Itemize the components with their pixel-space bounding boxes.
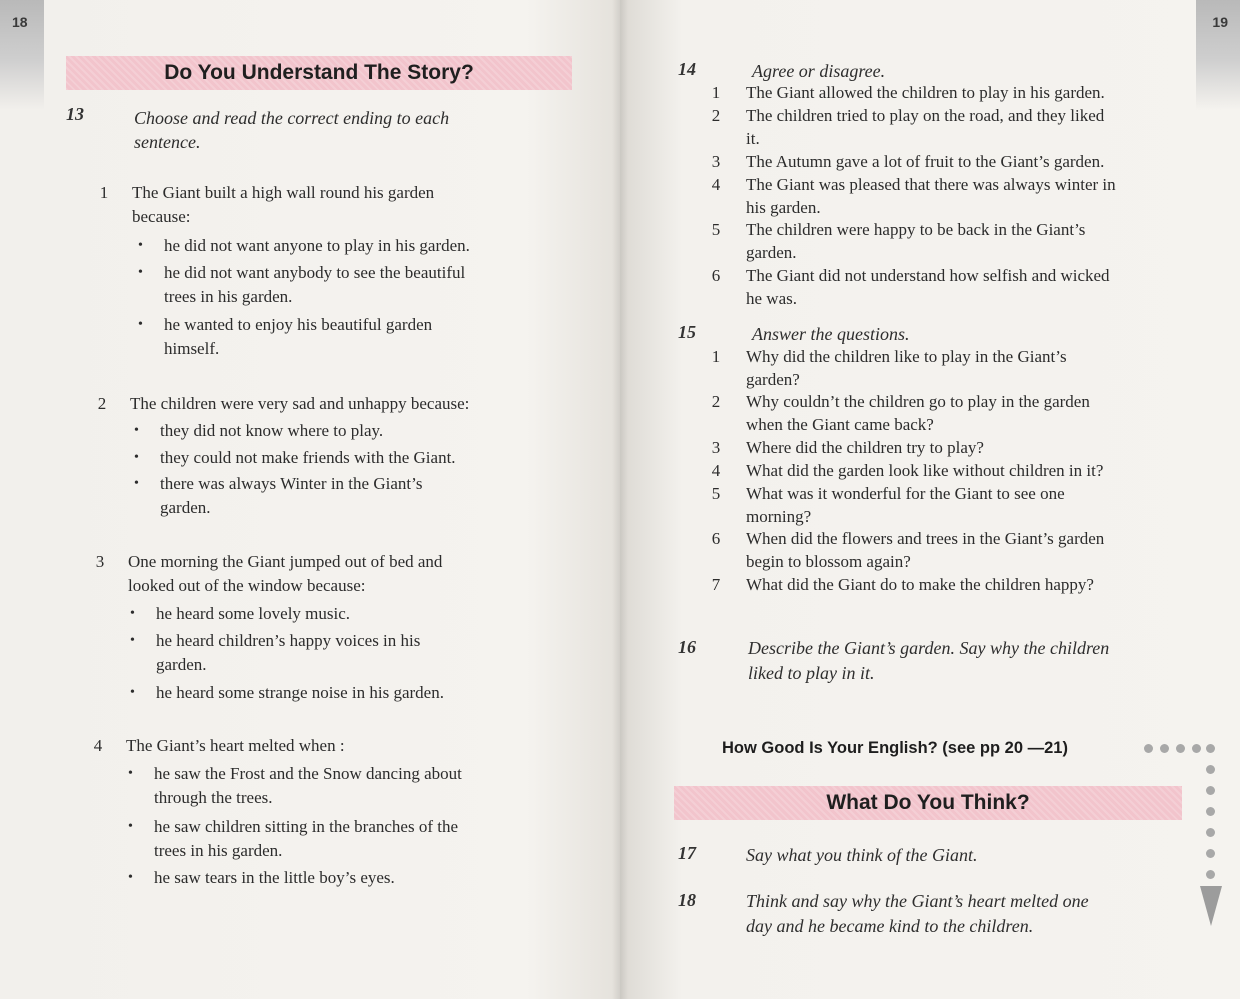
item-text-line: The Autumn gave a lot of fruit to the Giant’s garden. xyxy=(746,152,1105,171)
bullet-icon: • xyxy=(128,819,133,834)
item-text-line: garden. xyxy=(746,243,797,262)
item-text-line: The children were happy to be back in the Giant’s xyxy=(746,220,1086,239)
page-number-tab-left xyxy=(0,0,44,110)
option-text: himself. xyxy=(164,339,220,358)
option-text: they did not know where to play. xyxy=(160,421,384,440)
question-13-instruction-line1: Choose and read the correct ending to each xyxy=(134,108,450,128)
book-gutter xyxy=(612,0,628,999)
dot-icon xyxy=(1206,807,1215,816)
item-text-line: The children were very sad and unhappy because: xyxy=(130,394,470,413)
bullet-icon: • xyxy=(130,633,135,648)
dot-icon xyxy=(1206,765,1215,774)
bullet-icon: • xyxy=(130,606,135,621)
item-number: 3 xyxy=(711,438,721,457)
section-heading-think: What Do You Think? xyxy=(674,786,1182,820)
option-text: garden. xyxy=(160,498,211,517)
item-text-line: because: xyxy=(132,207,191,226)
option-text: trees in his garden. xyxy=(164,287,293,306)
option-text: trees in his garden. xyxy=(154,841,283,860)
page-number: 19 xyxy=(1212,14,1228,30)
item-text-line: The Giant was pleased that there was always winter in xyxy=(746,175,1116,194)
option-text: he heard children’s happy voices in his xyxy=(156,631,421,650)
item-number: 4 xyxy=(93,736,103,755)
item-text-line: garden? xyxy=(746,370,800,389)
bullet-icon: • xyxy=(130,685,135,700)
dot-icon xyxy=(1206,786,1215,795)
item-number: 5 xyxy=(711,220,721,239)
arrow-down-icon xyxy=(1200,886,1222,926)
item-text-line: it. xyxy=(746,129,760,148)
option-text: he wanted to enjoy his beautiful garden xyxy=(164,315,433,334)
question-number-17: 17 xyxy=(678,843,696,863)
option-text: through the trees. xyxy=(154,788,273,807)
dot-icon xyxy=(1176,744,1185,753)
dot-icon xyxy=(1192,744,1201,753)
item-number: 6 xyxy=(711,529,721,548)
dot-icon xyxy=(1160,744,1169,753)
item-number: 5 xyxy=(711,484,721,503)
item-text-line: Why did the children like to play in the Giant’s xyxy=(746,347,1067,366)
item-text-line: morning? xyxy=(746,507,812,526)
question-15-instruction: Answer the questions. xyxy=(752,324,910,344)
bullet-icon: • xyxy=(138,265,143,280)
bullet-icon: • xyxy=(134,423,139,438)
question-18-text-line2: day and he became kind to the children. xyxy=(746,916,1034,936)
dot-icon xyxy=(1144,744,1153,753)
item-number: 1 xyxy=(711,347,721,366)
option-text: he heard some lovely music. xyxy=(156,604,351,623)
item-number: 2 xyxy=(711,392,721,411)
item-number: 1 xyxy=(99,183,109,202)
page-number-tab-right xyxy=(1196,0,1240,110)
english-practice-reference: How Good Is Your English? (see pp 20 —21) xyxy=(722,739,1068,757)
item-number: 7 xyxy=(711,575,721,594)
bullet-icon: • xyxy=(134,450,139,465)
question-16-text-line2: liked to play in it. xyxy=(748,663,875,683)
question-number-15: 15 xyxy=(678,322,696,342)
dot-icon xyxy=(1206,870,1215,879)
option-text: he did not want anybody to see the beautiful xyxy=(164,263,466,282)
question-number-13: 13 xyxy=(66,104,84,124)
option-text: he heard some strange noise in his garden. xyxy=(156,683,444,702)
bullet-icon: • xyxy=(138,238,143,253)
item-text-line: his garden. xyxy=(746,198,821,217)
option-text: they could not make friends with the Giant. xyxy=(160,448,456,467)
item-text-line: The Giant did not understand how selfish and wicked xyxy=(746,266,1110,285)
item-text-line: What did the garden look like without children in it? xyxy=(746,461,1104,480)
item-text-line: The Giant allowed the children to play in his garden. xyxy=(746,83,1105,102)
item-text-line: Where did the children try to play? xyxy=(746,438,984,457)
bullet-icon: • xyxy=(128,766,133,781)
option-text: garden. xyxy=(156,655,207,674)
question-14-instruction: Agree or disagree. xyxy=(752,61,886,81)
item-number: 1 xyxy=(711,83,721,102)
question-18-text-line1: Think and say why the Giant’s heart melted one xyxy=(746,891,1089,911)
item-text-line: What did the Giant do to make the children happy? xyxy=(746,575,1094,594)
item-text-line: What was it wonderful for the Giant to see one xyxy=(746,484,1065,503)
item-text-line: The Giant built a high wall round his garden xyxy=(132,183,435,202)
bullet-icon: • xyxy=(128,870,133,885)
item-text-line: When did the flowers and trees in the Giant’s garden xyxy=(746,529,1105,548)
option-text: he saw tears in the little boy’s eyes. xyxy=(154,868,395,887)
item-text-line: One morning the Giant jumped out of bed and xyxy=(128,552,443,571)
right-page xyxy=(620,0,1240,999)
item-number: 3 xyxy=(711,152,721,171)
option-text: he saw the Frost and the Snow dancing about xyxy=(154,764,462,783)
item-text-line: looked out of the window because: xyxy=(128,576,366,595)
question-16-text-line1: Describe the Giant’s garden. Say why the children xyxy=(748,638,1110,658)
option-text: there was always Winter in the Giant’s xyxy=(160,474,423,493)
option-text: he did not want anyone to play in his garden. xyxy=(164,236,470,255)
bullet-icon: • xyxy=(138,317,143,332)
item-number: 6 xyxy=(711,266,721,285)
section-heading-understand: Do You Understand The Story? xyxy=(66,56,572,90)
dot-icon xyxy=(1206,849,1215,858)
page-number: 18 xyxy=(12,14,28,30)
item-number: 2 xyxy=(711,106,721,125)
item-text-line: Why couldn’t the children go to play in the garden xyxy=(746,392,1090,411)
item-text-line: begin to blossom again? xyxy=(746,552,911,571)
item-text-line: when the Giant came back? xyxy=(746,415,934,434)
dot-icon xyxy=(1206,744,1215,753)
question-number-14: 14 xyxy=(678,59,696,79)
item-number: 3 xyxy=(95,552,105,571)
question-number-16: 16 xyxy=(678,637,696,657)
item-number: 2 xyxy=(97,394,107,413)
item-number: 4 xyxy=(711,175,721,194)
question-number-18: 18 xyxy=(678,890,696,910)
question-13-instruction-line2: sentence. xyxy=(134,132,201,152)
option-text: he saw children sitting in the branches of the xyxy=(154,817,459,836)
bullet-icon: • xyxy=(134,476,139,491)
item-text-line: he was. xyxy=(746,289,797,308)
item-number: 4 xyxy=(711,461,721,480)
item-text-line: The Giant’s heart melted when : xyxy=(126,736,345,755)
item-text-line: The children tried to play on the road, and they liked xyxy=(746,106,1105,125)
dot-icon xyxy=(1206,828,1215,837)
question-17-text: Say what you think of the Giant. xyxy=(746,845,978,865)
